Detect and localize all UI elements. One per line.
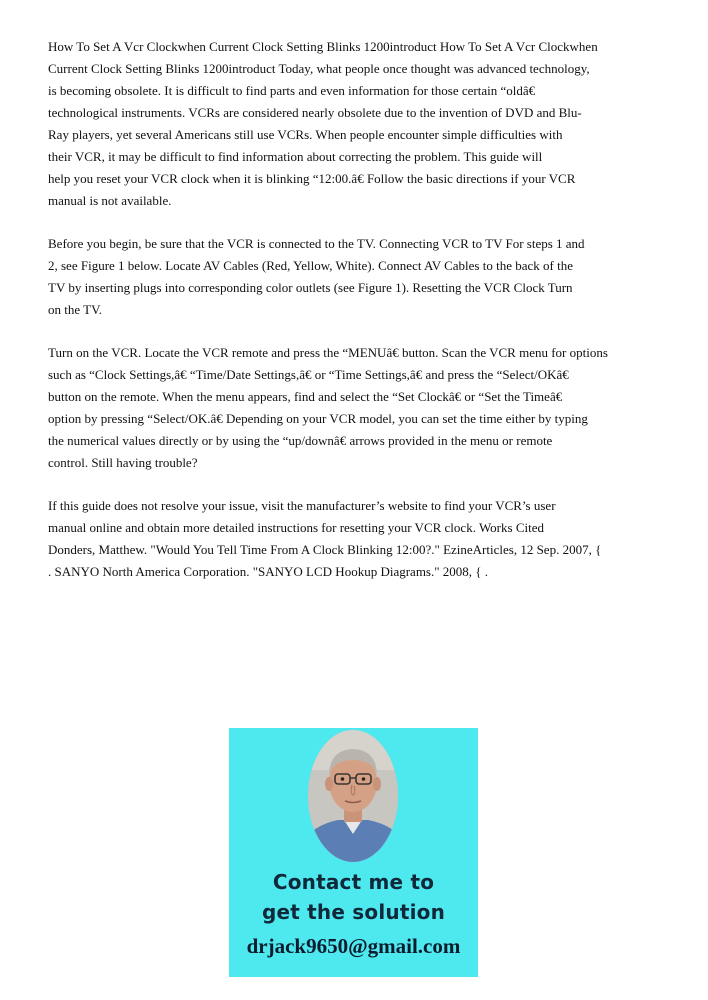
text-line: Donders, Matthew. "Would You Tell Time From A Clock Blinking 12:00?." EzineArticles, 12 Sep. 2007, { bbox=[48, 542, 602, 557]
text-line: the numerical values directly or by using the “up/downâ€ arrows provided in the menu or remote bbox=[48, 433, 553, 448]
text-line: Turn on the VCR. Locate the VCR remote and press the “MENUâ€ button. Scan the VCR menu for options bbox=[48, 345, 608, 360]
text-line: Ray players, yet several Americans still use VCRs. When people encounter simple difficulties with bbox=[48, 127, 563, 142]
text-line: button on the remote. When the menu appears, find and select the “Set Clockâ€ or “Set the Timeâ€ bbox=[48, 389, 563, 404]
person-portrait-icon bbox=[308, 730, 398, 862]
contact-advertisement[interactable] bbox=[229, 728, 478, 977]
text-line: 2, see Figure 1 below. Locate AV Cables (Red, Yellow, White). Connect AV Cables to the back of the bbox=[48, 258, 573, 273]
text-line: is becoming obsolete. It is difficult to find parts and even information for those certain “oldâ€ bbox=[48, 83, 536, 98]
text-line: manual online and obtain more detailed instructions for resetting your VCR clock. Works Cited bbox=[48, 520, 544, 535]
paragraph-works-cited bbox=[48, 495, 670, 583]
text-line: Current Clock Setting Blinks 1200introduct Today, what people once thought was advanced technology, bbox=[48, 61, 590, 76]
text-line: manual is not available. bbox=[48, 193, 172, 208]
ad-headline-line2: get the solution bbox=[261, 900, 446, 924]
text-line: help you reset your VCR clock when it is blinking “12:00.â€ Follow the basic directions if your VCR bbox=[48, 171, 576, 186]
text-line: . SANYO North America Corporation. "SANYO LCD Hookup Diagrams." 2008, { . bbox=[48, 564, 489, 579]
document-body bbox=[48, 36, 670, 604]
text-line: their VCR, it may be difficult to find information about correcting the problem. This guide will bbox=[48, 149, 543, 164]
paragraph-turn-on-vcr bbox=[48, 342, 670, 474]
text-line: option by pressing “Select/OK.â€ Depending on your VCR model, you can set the time either by typing bbox=[48, 411, 588, 426]
text-line: Before you begin, be sure that the VCR is connected to the TV. Connecting VCR to TV For steps 1 and bbox=[48, 236, 585, 251]
ad-headline-line1: Contact me to bbox=[272, 870, 435, 894]
text-line: How To Set A Vcr Clockwhen Current Clock Setting Blinks 1200introduct How To Set A Vcr Clockwhen bbox=[48, 39, 598, 54]
portrait-photo bbox=[308, 730, 398, 862]
paragraph-intro bbox=[48, 36, 670, 212]
text-line: technological instruments. VCRs are considered nearly obsolete due to the invention of DVD and Blu- bbox=[48, 105, 582, 120]
paragraph-connecting bbox=[48, 233, 670, 321]
text-line: If this guide does not resolve your issue, visit the manufacturer’s website to find your VCR’s user bbox=[48, 498, 556, 513]
contact-email[interactable]: drjack9650@gmail.com bbox=[246, 934, 461, 958]
text-line: control. Still having trouble? bbox=[48, 455, 198, 470]
text-line: such as “Clock Settings,â€ “Time/Date Settings,â€ or “Time Settings,â€ and press the “Select/OKâ€ bbox=[48, 367, 569, 382]
text-line: TV by inserting plugs into corresponding color outlets (see Figure 1). Resetting the VCR Clock Turn bbox=[48, 280, 573, 295]
text-line: on the TV. bbox=[48, 302, 103, 317]
